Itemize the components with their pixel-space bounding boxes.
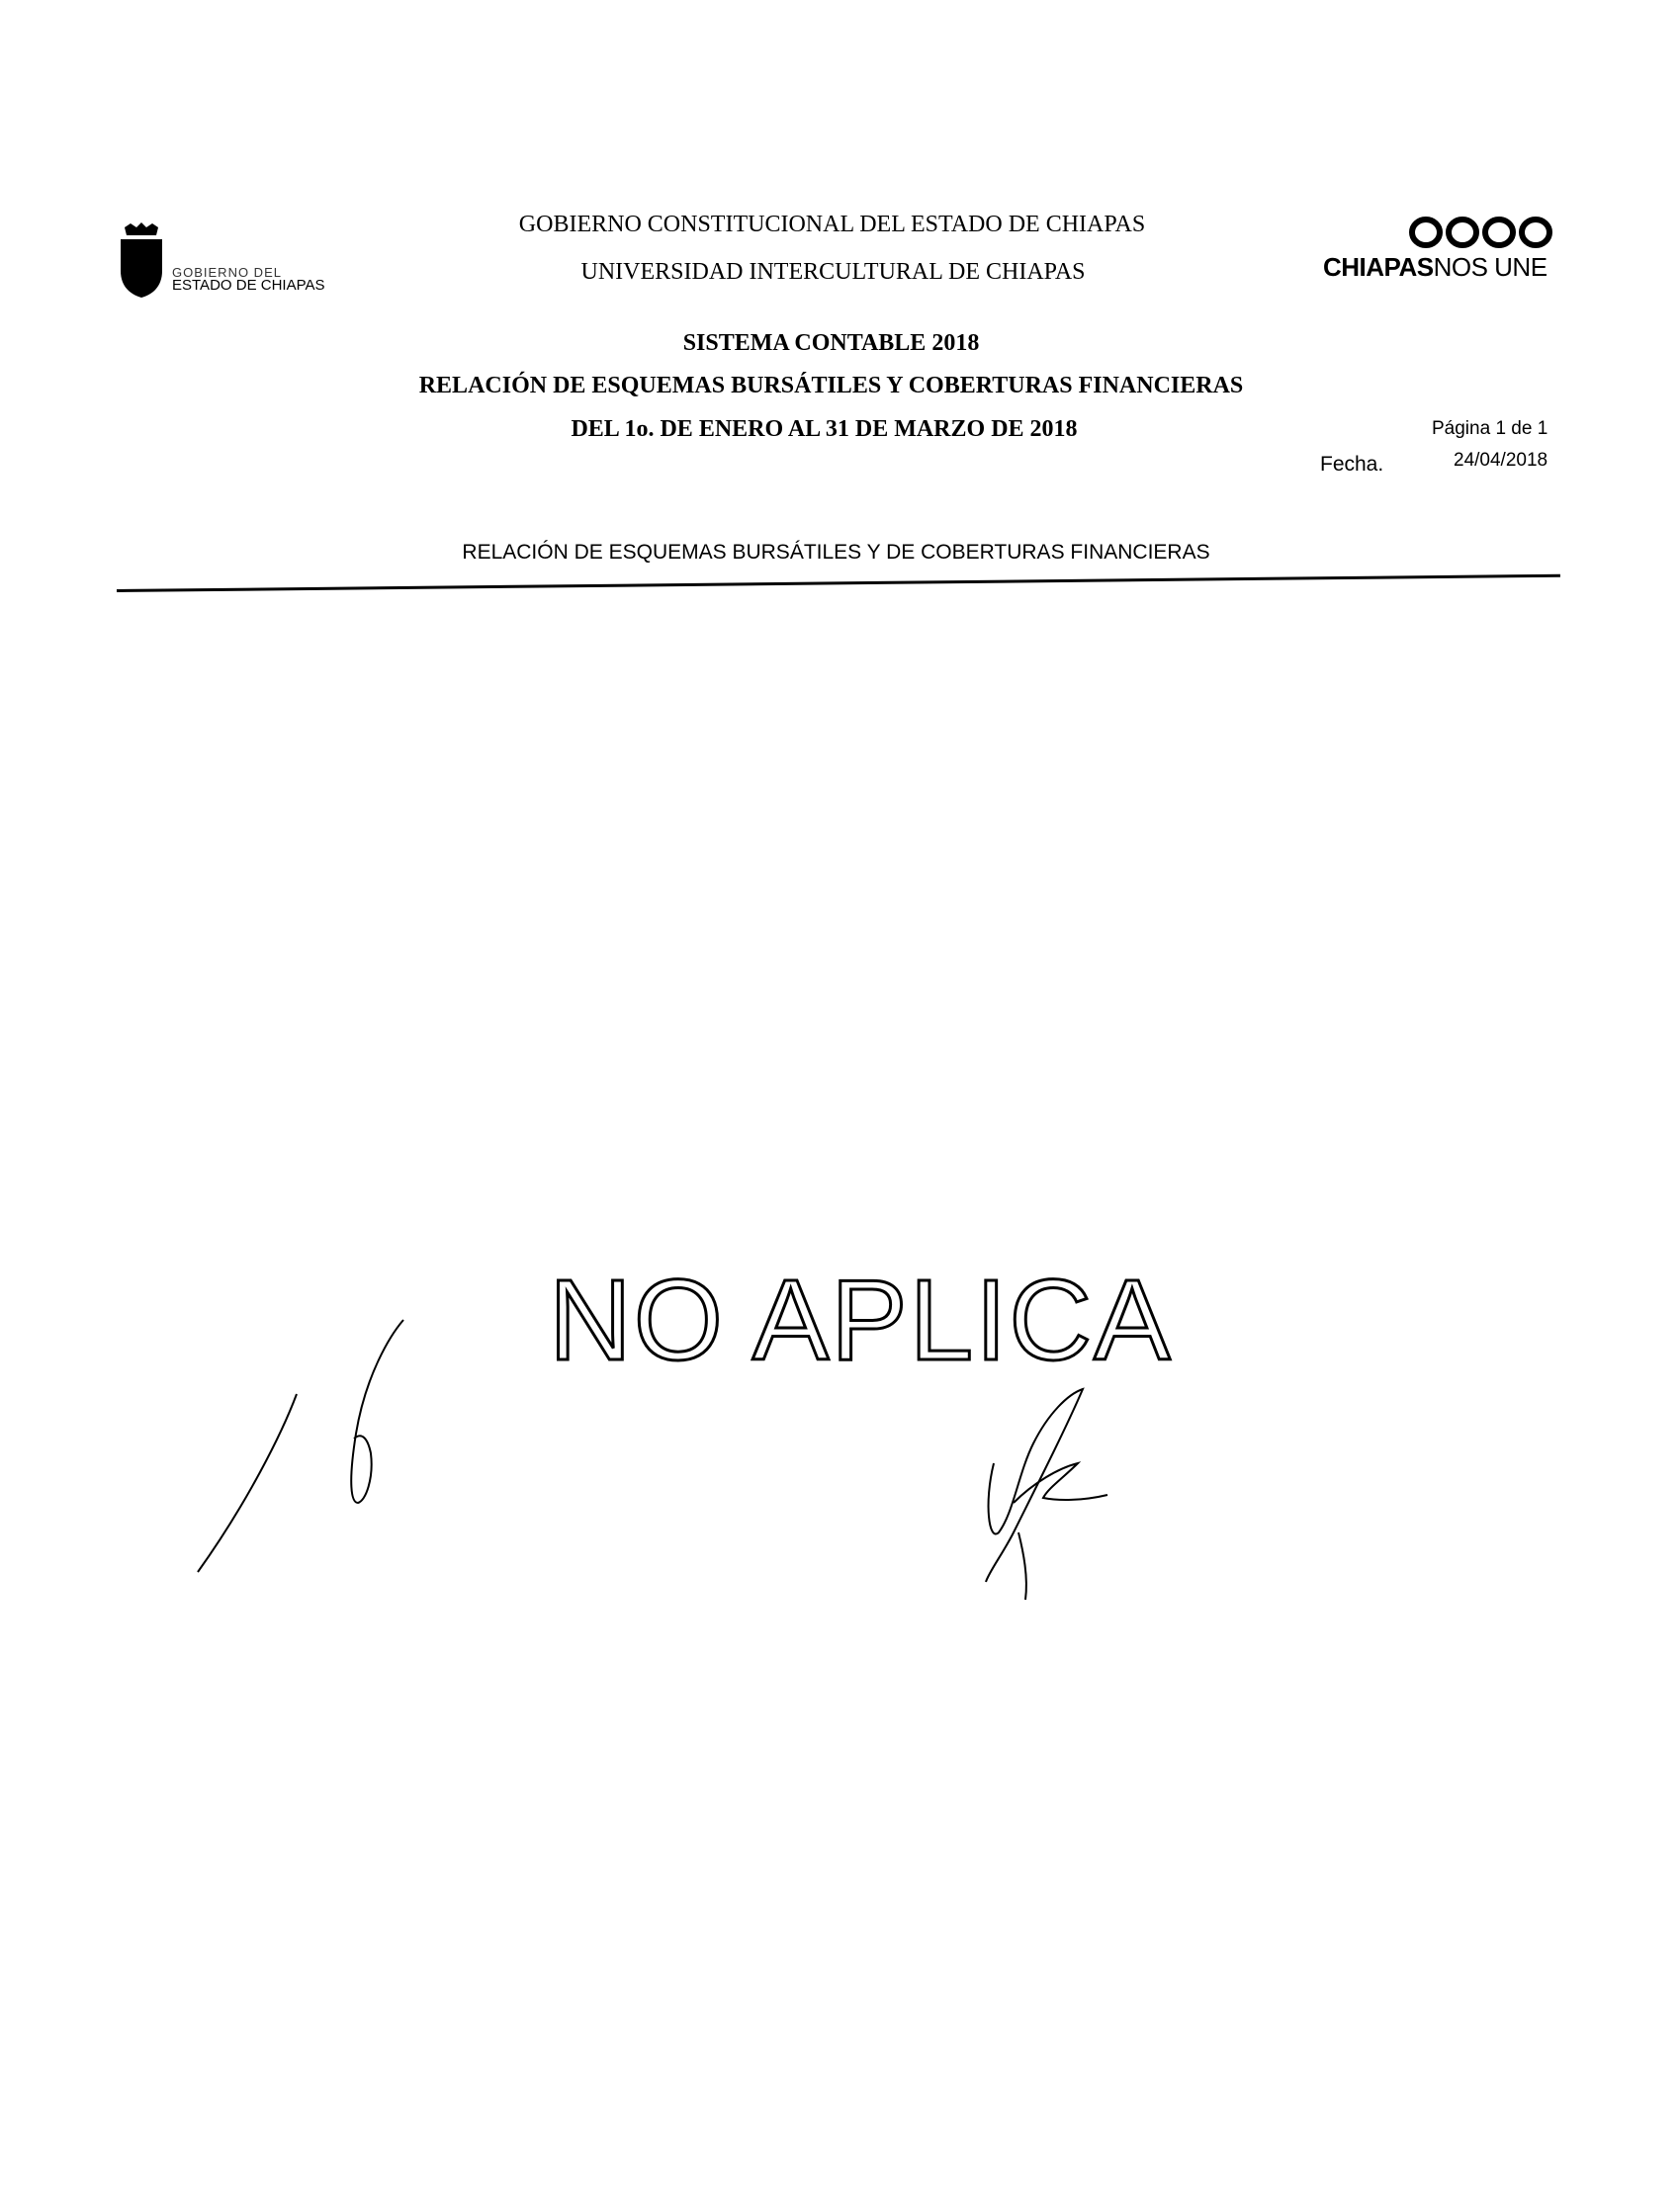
not-applicable-notice: NO APLICA bbox=[549, 1256, 1173, 1384]
date-label: Fecha. bbox=[1320, 453, 1384, 476]
state-logo-line1: GOBIERNO DEL bbox=[172, 265, 282, 280]
signature-right-icon bbox=[974, 1384, 1112, 1602]
system-title: SISTEMA CONTABLE 2018 bbox=[682, 330, 980, 356]
section-title: RELACIÓN DE ESQUEMAS BURSÁTILES Y DE COBERTURAS FINANCIERAS bbox=[462, 541, 1210, 564]
date-value: 24/04/2018 bbox=[1454, 450, 1548, 471]
brand-light: NOS UNE bbox=[1433, 252, 1547, 282]
page-number: Página 1 de 1 bbox=[1432, 418, 1548, 439]
signature-left-icon bbox=[188, 1315, 425, 1582]
report-title: RELACIÓN DE ESQUEMAS BURSÁTILES Y COBERTURAS FINANCIERAS bbox=[418, 373, 1244, 398]
period-title: DEL 1o. DE ENERO AL 31 DE MARZO DE 2018 bbox=[571, 416, 1078, 442]
section-divider bbox=[117, 574, 1560, 592]
state-logo-line2: ESTADO DE CHIAPAS bbox=[172, 277, 325, 294]
brand-bold: CHIAPAS bbox=[1323, 252, 1434, 282]
university-title: UNIVERSIDAD INTERCULTURAL DE CHIAPAS bbox=[580, 259, 1086, 285]
government-title: GOBIERNO CONSTITUCIONAL DEL ESTADO DE CHIAPAS bbox=[518, 212, 1146, 237]
